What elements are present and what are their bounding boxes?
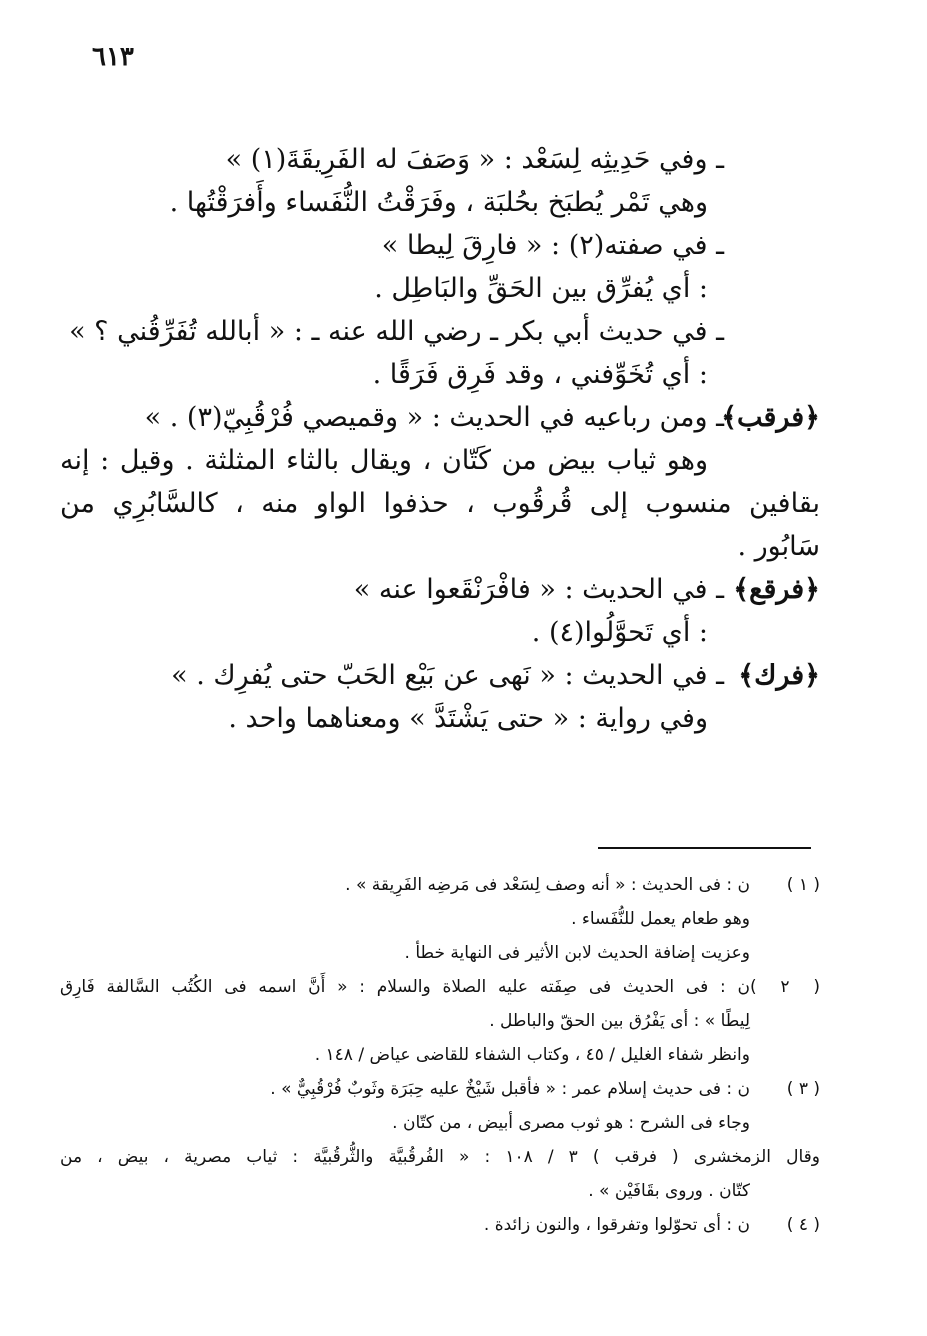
text-line: بقافين منسوب إلى قُرقُوب ، حذفوا الواو منه ، كالسَّابُرِي من [60,488,820,519]
entry-line: ﴿فرك﴾ـ في الحديث : « نَهى عن بَيْع الحَبّ حتى يُفرِك . » [60,654,820,697]
text-line: ـ في حديث أبي بكر ـ رضي الله عنه ـ : « أبالله تُفَرِّقُني ؟ » [69,316,724,347]
footnote-number: ( ١ ) [786,875,820,895]
footnote-number: ( ٣ ) [786,1079,820,1099]
footnote-number: ( ٤ ) [786,1215,820,1235]
text-line: : أي تَحوَّلُوا(٤) . [531,617,708,648]
footnote-line: كتّان . وروى بقَافَيْن » . [588,1181,750,1201]
entry-headword: ﴿فرقع﴾ [733,574,820,605]
text-line: وهو ثياب بيض من كَتّان ، ويقال بالثاء المثلثة . وقيل : إنه [60,445,708,476]
footnote-line: وجاء فى الشرح : هو ثوب مصرى أبيض ، من كتّان . [392,1113,750,1133]
footnote-line: ( ٢ )ن : فى الحديث فى صِفَته عليه الصلاة والسلام : « أَنَّ اسمه فى الكُتُب السَّالفة فَارِق [60,970,820,1004]
footnote-number: ( ٢ ) [750,977,820,997]
footnote-line: ( ٤ )ن : أى تحوّلوا وتفرقوا ، والنون زائدة . [60,1208,820,1242]
text-line: وهي تَمْر يُطبَخ بحُلبَة ، وفَرَقْتُ النُّفَساء وأَفرَقْتُها . [169,187,708,218]
page-number: ٦١٣ [92,42,134,72]
entry-line: ﴿فرقب﴾ـ ومن رباعيه في الحديث : « وقميصي فُرْقُبِيّ(٣) . » [60,396,820,439]
entry-headword: ﴿فرك﴾ [738,660,820,691]
text-line: سَابُور . [737,531,820,562]
footnote-line: ( ١ )ن : فى الحديث : « أنه وصف لِسَعْد فى مَرضِه الفَرِيقة » . [60,868,820,902]
text-line: : أي يُفرِّق بين الحَقِّ والبَاطِل . [374,273,708,304]
footnote-line: وانظر شفاء الغليل / ٤٥ ، وكتاب الشفاء للقاضى عياض / ١٤٨ . [314,1045,750,1065]
footnote-line: وعزيت إضافة الحديث لابن الأثير فى النهاية خطأ . [404,943,750,963]
entry-line: ﴿فرقع﴾ـ في الحديث : « فافْرَنْقَعوا عنه » [60,568,820,611]
footnotes [60,868,820,1242]
footnote-divider [598,847,811,849]
footnote-line: ( ٣ )ن : فى حديث إسلام عمر : « فأقبل شَيْخٌ عليه حِبَرَة وثَوبٌ فُرْقُبِيٌّ » . [60,1072,820,1106]
text-line: ـ في صفته(٢) : « فارِقَ لِيطا » [381,230,724,261]
footnote-line: وقال الزمخشرى ( فرقب ) ٣ / ١٠٨ : « الفُرقُبيَّة والثُّرقُبيَّة : ثياب مصرية ، بيض ، من [60,1147,820,1167]
text-line: : أي تُخَوِّفني ، وقد فَرِق فَرَقًا . [372,359,708,390]
main-text [60,138,820,740]
footnote-line: لِيطًا » : أى يَفْرُق بين الحقّ والباطل . [489,1011,750,1031]
footnote-line: وهو طعام يعمل للنُّفَساء . [571,909,750,929]
text-line: وفي رواية : « حتى يَشْتَدَّ » ومعناهما واحد . [228,703,708,734]
entry-headword: ﴿فرقب﴾ [721,402,820,433]
text-line: ـ وفي حَدِيثِه لِسَعْد : « وَصَفَ له الفَرِيقَةَ(١) » [225,144,724,175]
